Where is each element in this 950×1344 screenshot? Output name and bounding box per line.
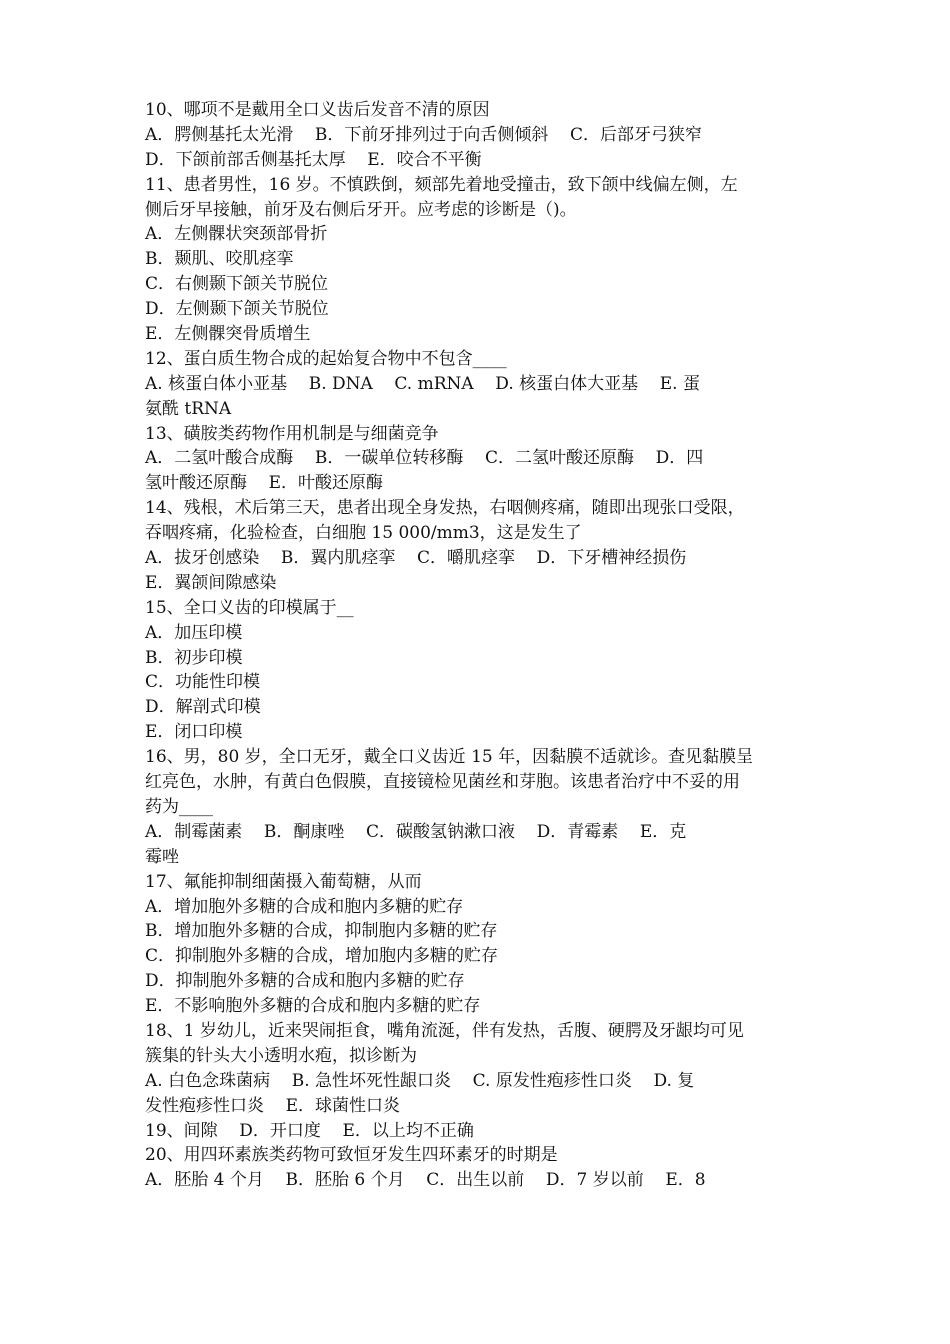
question-15-option-b: B．初步印模 — [145, 647, 243, 668]
question-13-title: 13、磺胺类药物作用机制是与细菌竞争 — [145, 423, 439, 444]
question-18-options-1: A. 白色念珠菌病 B. 急性坏死性龈口炎 C. 原发性疱疹性口炎 D. 复 — [145, 1070, 695, 1091]
question-17-option-e: E．不影响胞外多糖的合成和胞内多糖的贮存 — [145, 996, 481, 1017]
question-16-title-3: 药为____ — [145, 796, 213, 817]
question-11-option-a: A．左侧髁状突颈部骨折 — [145, 224, 328, 245]
exam-text-body — [145, 98, 815, 1193]
question-10-options-2: D．下颌前部舌侧基托太厚 E．咬合不平衡 — [145, 149, 482, 170]
question-19-line: 19、间隙 D．开口度 E．以上均不正确 — [145, 1120, 474, 1141]
question-12-options-1: A. 核蛋白体小亚基 B. DNA C. mRNA D. 核蛋白体大亚基 E. 蛋 — [145, 373, 700, 394]
question-10-title: 10、哪项不是戴用全口义齿后发音不清的原因 — [145, 100, 490, 120]
question-17-option-a: A．增加胞外多糖的合成和胞内多糖的贮存 — [145, 896, 464, 917]
question-12-title: 12、蛋白质生物合成的起始复合物中不包含____ — [145, 348, 507, 369]
question-15-option-d: D．解剖式印模 — [145, 697, 261, 718]
question-17-option-c: C．抑制胞外多糖的合成，增加胞内多糖的贮存 — [145, 946, 499, 967]
question-18-title-2: 簇集的针头大小透明水疱，拟诊断为 — [145, 1045, 417, 1066]
question-14-title-1: 14、残根，术后第三天，患者出现全身发热，右咽侧疼痛，随即出现张口受限， — [145, 498, 745, 519]
question-15-title: 15、全口义齿的印模属于__ — [145, 597, 354, 618]
question-11-option-d: D．左侧颞下颌关节脱位 — [145, 299, 329, 320]
question-14-options-1: A．拔牙创感染 B．翼内肌痉挛 C．嚼肌痉挛 D．下牙槽神经损伤 — [145, 548, 687, 569]
question-14-options-2: E．翼颌间隙感染 — [145, 572, 277, 593]
question-11-option-e: E．左侧髁突骨质增生 — [145, 324, 311, 345]
question-17-title: 17、氟能抑制细菌摄入葡萄糖，从而 — [145, 871, 422, 892]
question-16-options-1: A．制霉菌素 B．酮康唑 C．碳酸氢钠漱口液 D．青霉素 E．克 — [145, 821, 687, 842]
question-15-option-c: C．功能性印模 — [145, 672, 261, 693]
question-13-options-1: A．二氢叶酸合成酶 B．一碳单位转移酶 C．二氢叶酸还原酶 D．四 — [145, 448, 704, 469]
question-15-option-e: E．闭口印模 — [145, 722, 243, 743]
question-13-options-2: 氢叶酸还原酶 E．叶酸还原酶 — [145, 473, 384, 494]
question-17-option-d: D．抑制胞外多糖的合成和胞内多糖的贮存 — [145, 971, 465, 992]
question-20-title: 20、用四环素族类药物可致恒牙发生四环素牙的时期是 — [145, 1145, 558, 1166]
question-16-options-2: 霉唑 — [145, 846, 179, 867]
question-11-option-c: C．右侧颞下颌关节脱位 — [145, 274, 329, 295]
question-18-options-2: 发性疱疹性口炎 E．球菌性口炎 — [145, 1095, 401, 1116]
question-18-title-1: 18、1 岁幼儿，近来哭闹拒食，嘴角流涎，伴有发热，舌腹、硬腭及牙龈均可见 — [145, 1020, 744, 1041]
question-16-title-1: 16、男，80 岁，全口无牙，戴全口义齿近 15 年，因黏膜不适就诊。查见黏膜呈 — [145, 747, 754, 768]
question-14-title-2: 吞咽疼痛，化验检查，白细胞 15 000/mm3，这是发生了 — [145, 523, 582, 544]
question-10-options-1: A．腭侧基托太光滑 B．下前牙排列过于向舌侧倾斜 C．后部牙弓狭窄 — [145, 124, 703, 145]
question-16-title-2: 红亮色，水肿，有黄白色假膜，直接镜检见菌丝和芽胞。该患者治疗中不妥的用 — [145, 772, 740, 793]
question-11-option-b: B．颞肌、咬肌痉挛 — [145, 249, 294, 270]
question-11-title-1: 11、患者男性，16 岁。不慎跌倒，颏部先着地受撞击，致下颌中线偏左侧，左 — [145, 174, 738, 195]
question-12-options-2: 氨酰 tRNA — [145, 398, 232, 419]
question-20-options: A．胚胎 4 个月 B．胚胎 6 个月 C．出生以前 D．7 岁以前 E．8 — [145, 1170, 706, 1191]
question-15-option-a: A．加压印模 — [145, 622, 243, 643]
question-17-option-b: B．增加胞外多糖的合成，抑制胞内多糖的贮存 — [145, 921, 498, 942]
question-11-title-2: 侧后牙早接触，前牙及右侧后牙开。应考虑的诊断是（)。 — [145, 199, 577, 220]
